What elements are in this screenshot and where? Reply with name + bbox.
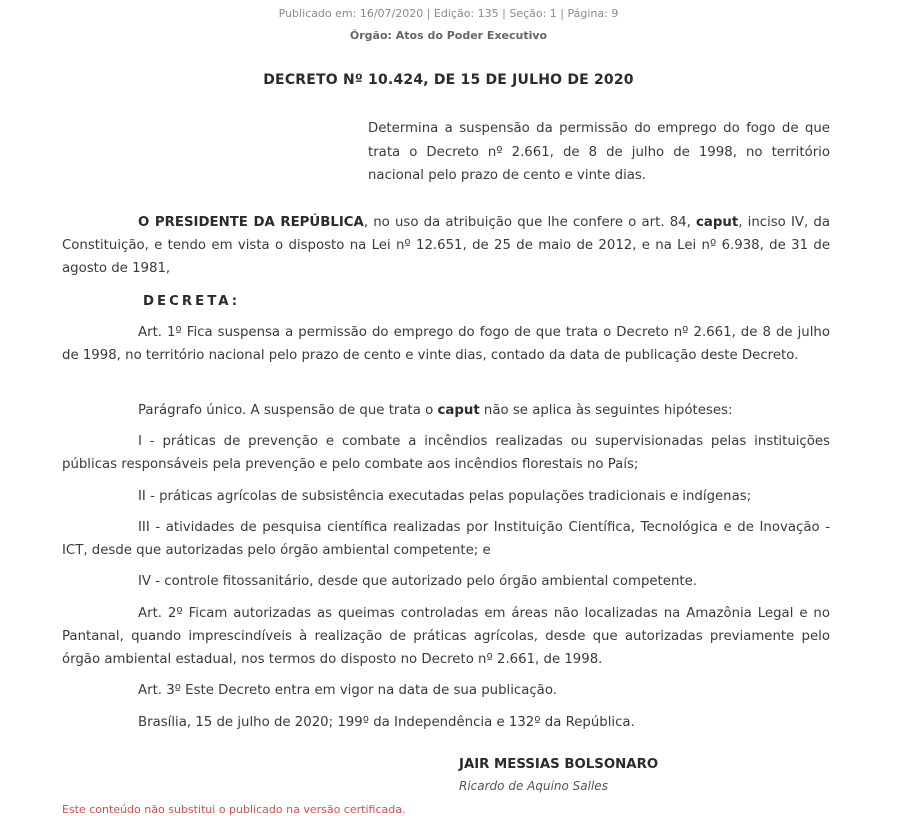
paragrafo-text-before: Parágrafo único. A suspensão de que trata o bbox=[138, 403, 438, 418]
organ-label: Órgão: Atos do Poder Executivo bbox=[349, 29, 548, 42]
inciso-2: II - práticas agrícolas de subsistência executadas pelas populações tradicionais e indígenas; bbox=[138, 489, 752, 504]
decree-ementa: Determina a suspensão da permissão do emprego do fogo de que trata o Decreto nº 2.661, de 8 de julho de 1998, no território nacional pelo prazo de cento e vinte dias. bbox=[368, 121, 830, 183]
article-3: Art. 3º Este Decreto entra em vigor na data de sua publicação. bbox=[138, 683, 557, 698]
closing-date: Brasília, 15 de julho de 2020; 199º da Independência e 132º da República. bbox=[138, 715, 635, 730]
preamble-text-2: , inciso IV, da Constituição, e tendo em vista o disposto na Lei nº 12.651, de 25 de maio de 2012, e na Lei nº 6.938, de 31 de agosto de 1981, bbox=[62, 215, 830, 276]
inciso-4: IV - controle fitossanitário, desde que autorizado pelo órgão ambiental competente. bbox=[138, 574, 698, 589]
preamble-paragraph bbox=[62, 211, 830, 280]
paragrafo-text-after: não se aplica às seguintes hipóteses: bbox=[479, 403, 733, 418]
inciso-3: III - atividades de pesquisa científica realizadas por Instituição Científica, Tecnológica e de Inovação - ICT, desde que autorizadas pelo órgão ambiental competente; e bbox=[62, 520, 830, 558]
paragrafo-caput: caput bbox=[437, 403, 480, 418]
footer-notice-text: Este conteúdo não substitui o publicado na versão certificada. bbox=[62, 803, 406, 816]
inciso-1: I - práticas de prevenção e combate a incêndios realizadas ou supervisionadas pelas instituições públicas responsáveis pela prevenção e pelo combate aos incêndios florestais no País; bbox=[62, 434, 830, 472]
caput-term: caput bbox=[696, 215, 739, 230]
decreta-heading: DECRETA: bbox=[143, 294, 241, 309]
president-signature: JAIR MESSIAS BOLSONARO bbox=[459, 757, 659, 772]
minister-signature: Ricardo de Aquino Salles bbox=[459, 779, 608, 793]
decree-title: DECRETO Nº 10.424, DE 15 DE JULHO DE 2020 bbox=[263, 72, 634, 88]
article-1: Art. 1º Fica suspensa a permissão do emprego do fogo de que trata o Decreto nº 2.661, de 8 de julho de 1998, no território nacional pelo prazo de cento e vinte dias, contado da data de publicação deste Decreto. bbox=[62, 325, 830, 363]
footer-notice bbox=[62, 803, 406, 816]
preamble-text-1: , no uso da atribuição que lhe confere o art. 84, bbox=[363, 215, 697, 230]
article-2: Art. 2º Ficam autorizadas as queimas controladas em áreas não localizadas na Amazônia Legal e no Pantanal, quando imprescindíveis à realização de práticas agrícolas, desde que autorizadas previamente pelo órgão ambiental estadual, nos termos do disposto no Decreto nº 2.661, de 1998. bbox=[62, 606, 830, 667]
publication-info: Publicado em: 16/07/2020 | Edição: 135 | Seção: 1 | Página: 9 bbox=[278, 7, 619, 20]
paragrafo-unico bbox=[138, 399, 732, 422]
president-authority: O PRESIDENTE DA REPÚBLICA bbox=[138, 215, 364, 230]
